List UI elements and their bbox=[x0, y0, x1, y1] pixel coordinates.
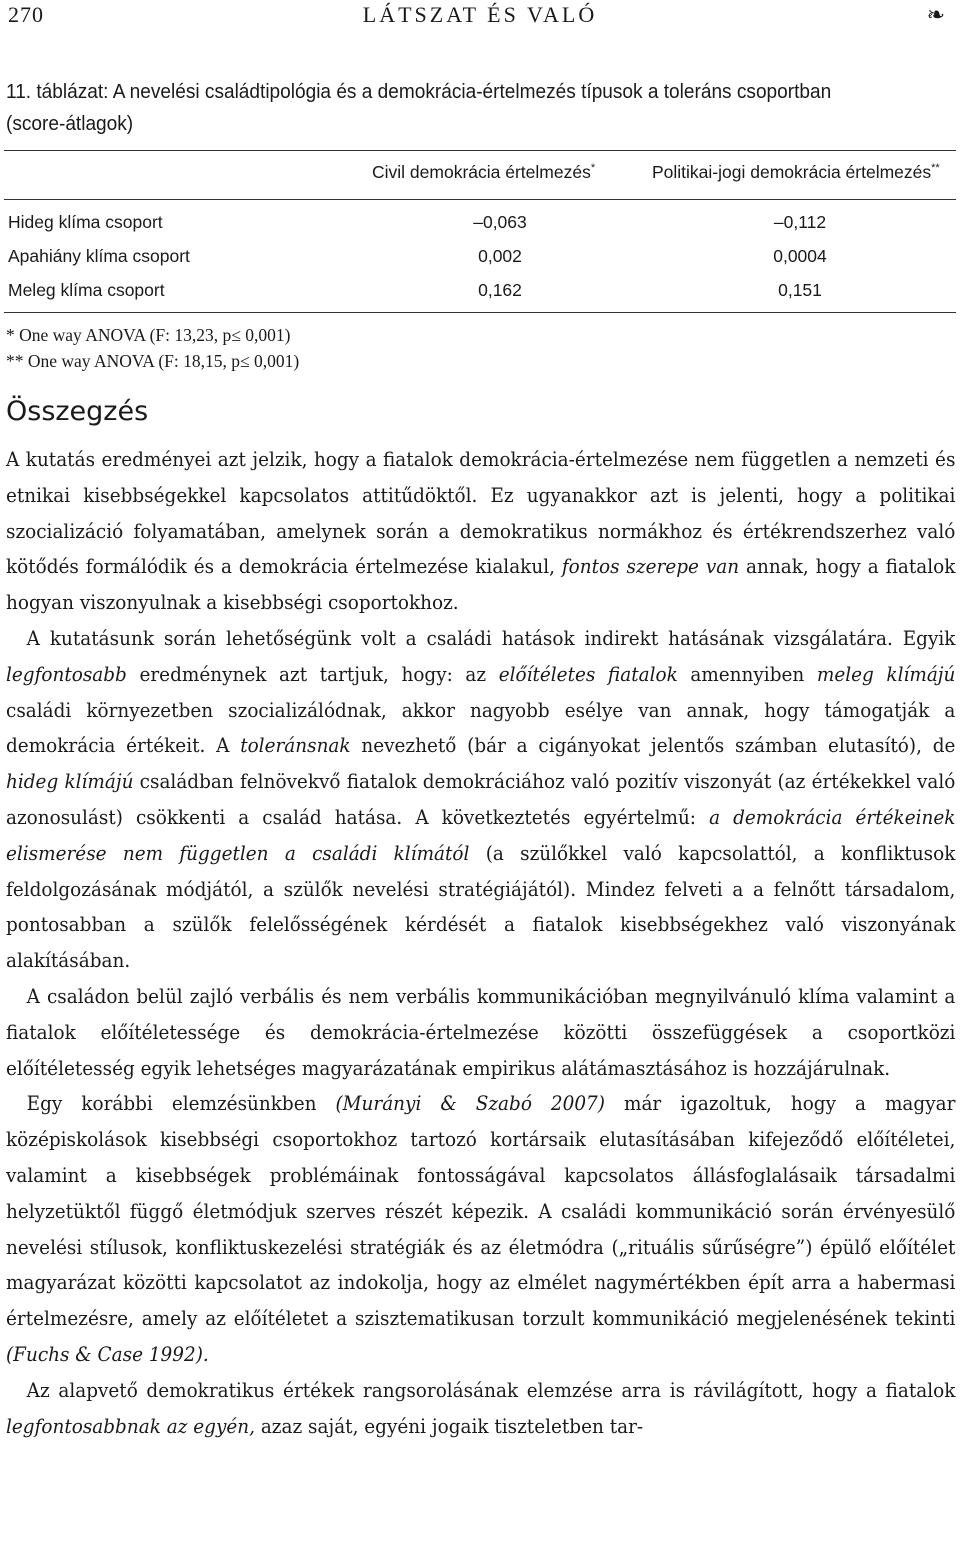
table-row: Apahiány klíma csoport 0,002 0,0004 bbox=[8, 246, 827, 266]
running-title: LÁTSZAT ÉS VALÓ bbox=[362, 2, 598, 27]
table-header-political-legal: Politikai-jogi demokrácia értelmezés** bbox=[652, 162, 940, 182]
paragraph: A kutatás eredményei azt jelzik, hogy a fiatalok demokrácia-értelmezése nem független a nemzeti és etnikai kisebbségekkel kapcsolatos attitűdöktől. Ez ugyanakkor azt is jelenti, hogy a politikai szocializáció folyamatában, amelynek során a demokratikus normákhoz és értékrendszerhez való kötődés formálódik és a demokrácia értelmezése kialakul, fontos szerepe van annak, hogy a fiatalok hogyan viszonyulnak a kisebbségi csoportokhoz. bbox=[6, 448, 956, 615]
table-top-rule bbox=[4, 150, 956, 151]
section-heading: Összegzés bbox=[6, 396, 149, 427]
table-bottom-rule bbox=[4, 312, 956, 313]
table-row: Meleg klíma csoport 0,162 0,151 bbox=[8, 280, 822, 300]
paragraph: A családon belül zajló verbális és nem verbális kommunikációban megnyilvánuló klíma valamint a fiatalok előítéletessége és demokrácia-értelmezése közötti összefüggések a csoportközi előítéletesség egyik lehetséges magyarázatának empirikus alátámasztásához is hozzájárulnak. bbox=[6, 984, 956, 1080]
table-header-civil: Civil demokrácia értelmezés* bbox=[372, 162, 596, 182]
paragraph: Egy korábbi elemzésünkben (Murányi & Szabó 2007) már igazoltuk, hogy a magyar középiskolások kisebbségi csoportokhoz tartozó kortársaik elutasításában kifejeződő előítéletei, valamint a kisebbségek problémáinak fontosságával kapcsolatos állásfoglalásaik társadalmi helyzetüktől függő életmódjuk szerves részét képezik. A családi kommunikáció során érvényesülő nevelési stílusok, konfliktuskezelési stratégiák és az életmódra („rituális sűrűségre”) épülő előítélet magyarázat közötti kapcsolatot az indokolja, hogy az elmélet nagymértékben épít arra a habermasi értelmezésre, amely az előítéletet a szisztematikusan torzult kommunikáció megjelenésének tekinti (Fuchs & Case 1992). bbox=[6, 1092, 956, 1366]
paragraph: A kutatásunk során lehetőségünk volt a családi hatások indirekt hatásának vizsgálatára. Egyik legfontosabb eredménynek azt tartjuk, hogy: az előítéletes fiatalok amennyiben meleg klímájú családi környezetben szocializálódnak, akkor nagyobb esélye van annak, hogy támogatják a demokrácia értékeit. A toleránsnak nevezhető (bár a cigányokat jelentős számban elutasító), de hideg klímájú családban felnövekvő fiatalok demokráciához való pozitív viszonyát (az értékekkel való azonosulást) csökkenti a család hatása. A következtetés egyértelmű: a demokrácia értékeinek elismerése nem független a családi klímától (a szülőkkel való kapcsolattól, a konfliktusok feldolgozásának módjától, a szülők nevelési stratégiájától). Mindez felveti a a felnőtt társadalom, pontosabban a szülők felelősségének kérdését a fiatalok kisebbségekhez való viszonyának alakításában. bbox=[6, 626, 956, 973]
paragraph: Az alapvető demokratikus értékek rangsorolásának elemzése arra is rávilágított, hogy a fiatalok legfontosabbnak az egyén, azaz saját, egyéni jogaik tiszteletben tar- bbox=[6, 1378, 956, 1438]
fleuron-icon: ❧ bbox=[926, 2, 946, 27]
body-text bbox=[6, 442, 955, 1444]
table-header-rule bbox=[4, 199, 956, 200]
table-note: ** One way ANOVA (F: 18,15, p≤ 0,001) bbox=[6, 351, 300, 371]
page-number: 270 bbox=[8, 2, 44, 27]
table-note: * One way ANOVA (F: 13,23, p≤ 0,001) bbox=[6, 325, 291, 345]
running-header bbox=[0, 2, 960, 30]
table-notes bbox=[6, 322, 299, 374]
table-caption: 11. táblázat: A nevelési családtipológia és a demokrácia-értelmezés típusok a toleráns csoportban (score-átlagok) bbox=[6, 80, 832, 135]
table-row: Hideg klíma csoport –0,063 –0,112 bbox=[8, 212, 827, 232]
